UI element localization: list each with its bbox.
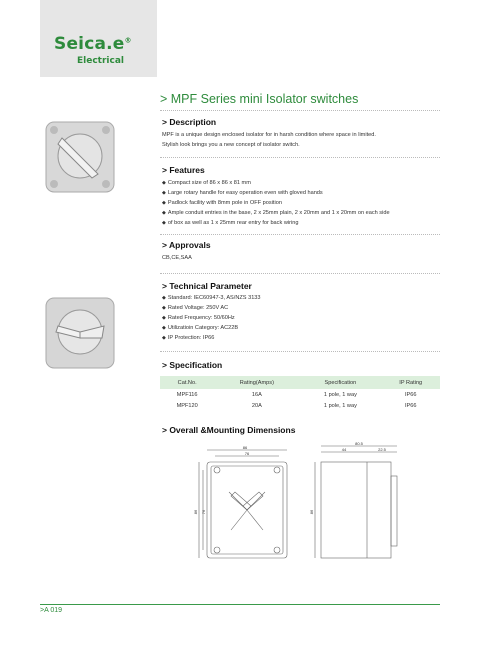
technical-list: [162, 293, 462, 343]
dim-label: 86: [242, 445, 248, 450]
column-header: IP Rating: [381, 376, 440, 389]
diamond-bullet-icon: ◆: [162, 190, 166, 196]
product-photo-angle: [40, 292, 120, 374]
feature-item: ◆ Ample conduit entries in the base, 2 x 25mm plain, 2 x 20mm and 1 x 20mm on each side: [162, 210, 390, 216]
column-header: Cat.No.: [160, 376, 214, 389]
table-cell: MPF116: [176, 391, 198, 398]
technical-item: ◆ IP Protection: IP66: [162, 335, 215, 341]
brand-subtitle: Electrical: [77, 56, 124, 66]
technical-item: ◆ Utilizatioin Category: AC22B: [162, 325, 239, 331]
description-text: [162, 130, 452, 150]
diamond-bullet-icon: ◆: [162, 200, 166, 206]
table-row: [160, 400, 440, 411]
table-cell: 20A: [251, 402, 262, 409]
diamond-bullet-icon: ◆: [162, 220, 166, 226]
features-heading: > Features: [162, 165, 205, 175]
product-photo-front: [40, 116, 120, 198]
dim-label: 44: [341, 447, 347, 452]
table-header-row: [160, 376, 440, 389]
side-view: [315, 446, 397, 558]
column-header: Specification: [299, 376, 381, 389]
brand-logo: [40, 0, 157, 77]
feature-item: ◆ Padlock facility with 8mm pole in OFF position: [162, 200, 282, 206]
table-row: [160, 389, 440, 400]
dimensions-heading: > Overall &Mounting Dimensions: [162, 425, 296, 435]
section-divider: [160, 273, 440, 274]
table-cell: IP66: [404, 391, 417, 398]
features-list: [162, 178, 462, 228]
diamond-bullet-icon: ◆: [162, 325, 166, 331]
diamond-bullet-icon: ◆: [162, 335, 166, 341]
dim-label: 80.5: [355, 441, 363, 446]
dim-label: 86: [193, 509, 198, 515]
technical-item: ◆ Rated Frequency: 50/60Hz: [162, 315, 235, 321]
specification-heading: > Specification: [162, 360, 223, 370]
brand-name: Seica.e®: [54, 34, 132, 54]
description-line: MPF is a unique design enclosed isolator for in harsh condition where space in limited.: [162, 132, 376, 138]
dimension-drawing: [195, 440, 415, 565]
feature-item: ◆ of box as well as 1 x 25mm rear entry for back wiring: [162, 220, 299, 226]
technical-item: ◆ Standard: IEC60947-3, AS/NZS 3133: [162, 295, 261, 301]
table-cell: MPF120: [176, 402, 198, 409]
dim-label: 22.5: [378, 447, 386, 452]
section-divider: [160, 234, 440, 235]
diamond-bullet-icon: ◆: [162, 210, 166, 216]
footer-divider: [40, 604, 440, 605]
approvals-text: CB,CE,SAA: [162, 255, 192, 261]
dim-label: 76: [244, 451, 250, 456]
description-line: Stylish look brings you a new concept of isolator switch.: [162, 142, 300, 148]
technical-item: ◆ Rated Voltage: 250V AC: [162, 305, 229, 311]
front-view: [199, 450, 287, 558]
approvals-heading: > Approvals: [162, 240, 211, 250]
feature-item: ◆ Large rotary handle for easy operation even with gloved hands: [162, 190, 323, 196]
title-divider: [160, 110, 440, 111]
description-heading: > Description: [162, 117, 217, 127]
specification-table: [160, 376, 440, 411]
dim-label: 86: [309, 509, 314, 515]
feature-item: ◆ Compact size of 86 x 86 x 81 mm: [162, 180, 251, 186]
page-number: >A 019: [40, 607, 62, 614]
section-divider: [160, 351, 440, 352]
table-cell: 1 pole, 1 way: [323, 391, 357, 398]
diamond-bullet-icon: ◆: [162, 315, 166, 321]
dim-label: 76: [201, 509, 206, 515]
page-title: > MPF Series mini Isolator switches: [160, 92, 359, 106]
diamond-bullet-icon: ◆: [162, 295, 166, 301]
table-cell: 1 pole, 1 way: [323, 402, 357, 409]
diamond-bullet-icon: ◆: [162, 180, 166, 186]
table-cell: 16A: [251, 391, 262, 398]
section-divider: [160, 157, 440, 158]
diamond-bullet-icon: ◆: [162, 305, 166, 311]
technical-heading: > Technical Parameter: [162, 281, 252, 291]
column-header: Rating(Amps): [214, 376, 299, 389]
table-cell: IP66: [404, 402, 417, 409]
